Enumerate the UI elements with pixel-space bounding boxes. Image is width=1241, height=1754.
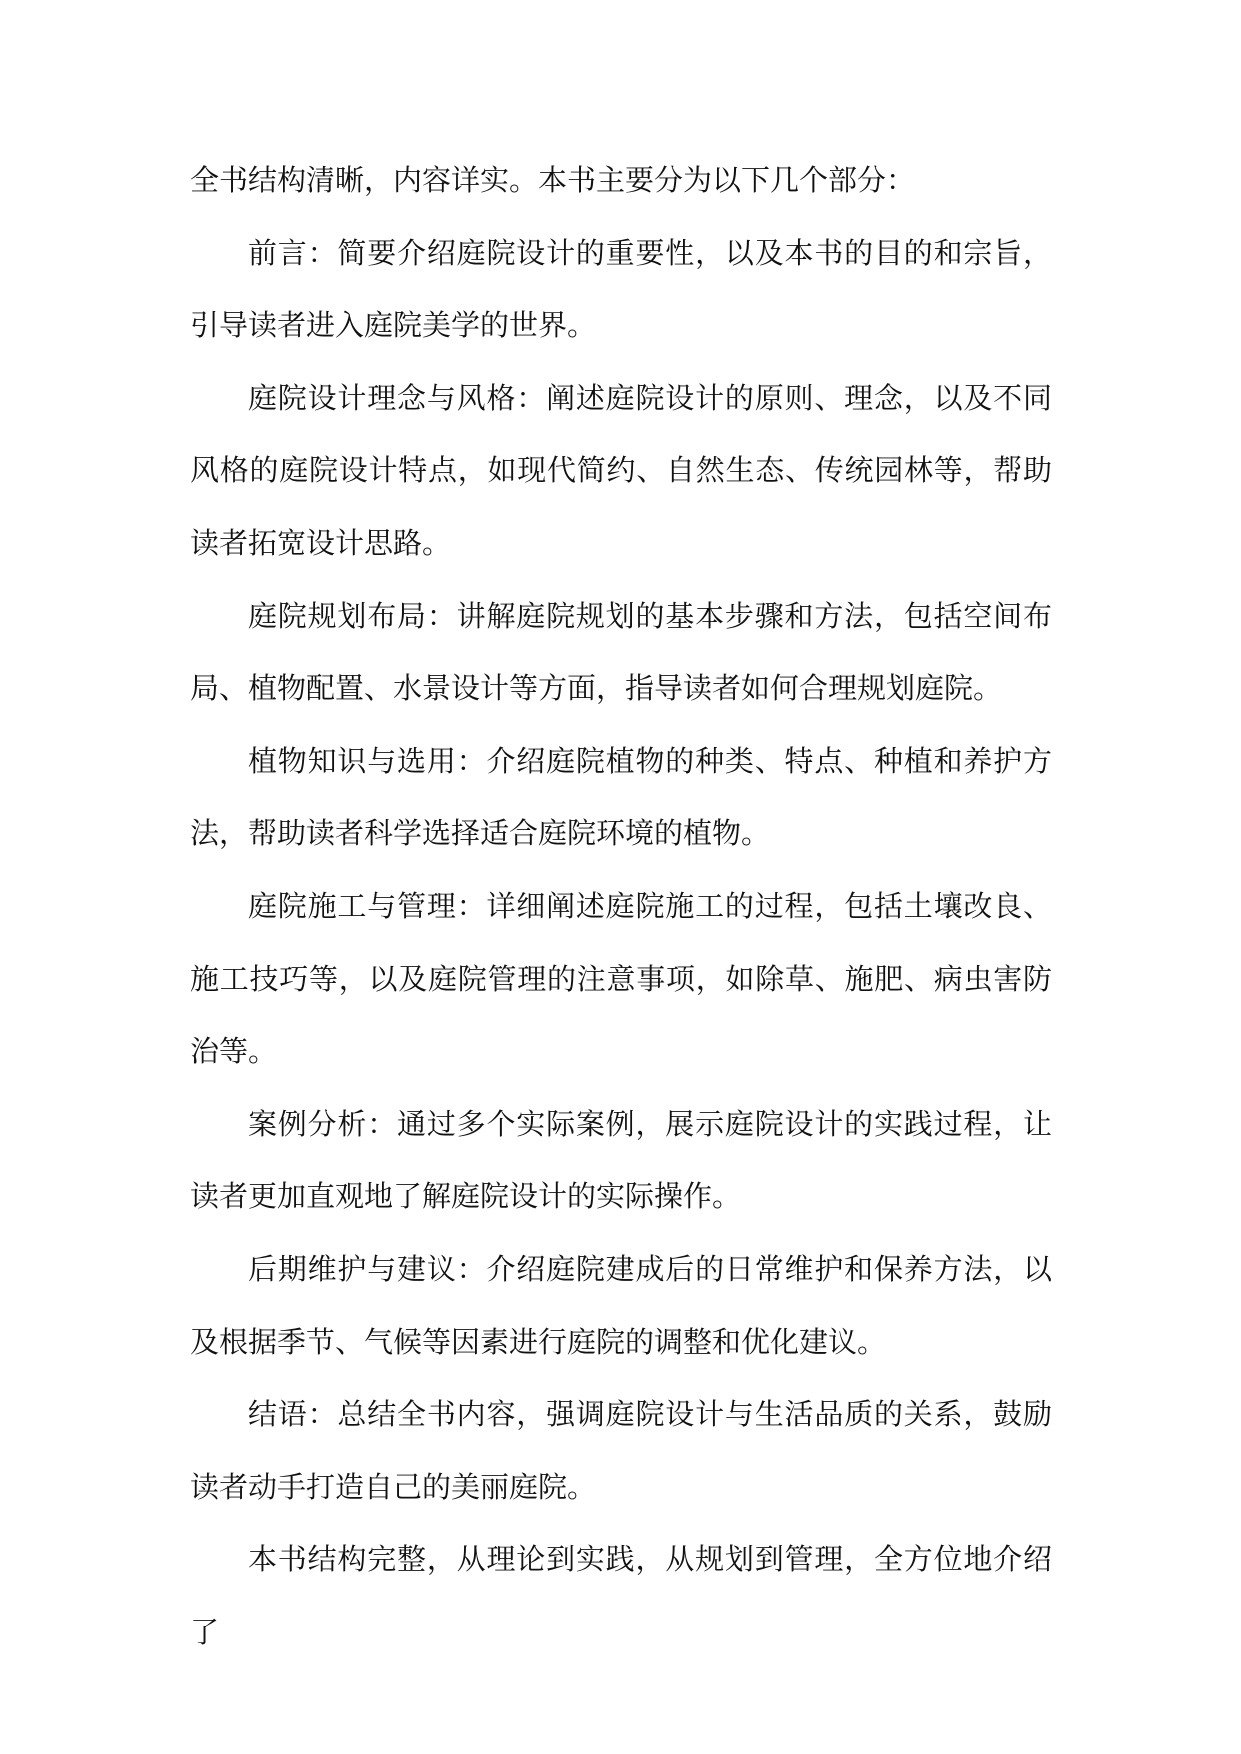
document-body [190, 144, 1052, 1668]
paragraph-design-concepts: 庭院设计理念与风格：阐述庭院设计的原则、理念，以及不同风格的庭院设计特点，如现代简约、自然生态、传统园林等，帮助读者拓宽设计思路。 [190, 380, 1052, 560]
paragraph-intro: 全书结构清晰，内容详实。本书主要分为以下几个部分： [190, 163, 916, 197]
paragraph-plant-knowledge: 植物知识与选用：介绍庭院植物的种类、特点、种植和养护方法，帮助读者科学选择适合庭院环境的植物。 [190, 743, 1052, 851]
paragraph-preface: 前言：简要介绍庭院设计的重要性，以及本书的目的和宗旨，引导读者进入庭院美学的世界。 [190, 235, 1052, 343]
paragraph-summary: 本书结构完整，从理论到实践，从规划到管理，全方位地介绍了 [190, 1542, 1052, 1649]
paragraph-conclusion: 结语：总结全书内容，强调庭院设计与生活品质的关系，鼓励读者动手打造自己的美丽庭院。 [190, 1397, 1052, 1504]
paragraph-construction: 庭院施工与管理：详细阐述庭院施工的过程，包括土壤改良、施工技巧等，以及庭院管理的注意事项，如除草、施肥、病虫害防治等。 [190, 888, 1052, 1069]
paragraph-layout-planning: 庭院规划布局：讲解庭院规划的基本步骤和方法，包括空间布局、植物配置、水景设计等方面，指导读者如何合理规划庭院。 [190, 598, 1052, 706]
paragraph-case-study: 案例分析：通过多个实际案例，展示庭院设计的实践过程，让读者更加直观地了解庭院设计的实际操作。 [190, 1106, 1052, 1214]
paragraph-maintenance: 后期维护与建议：介绍庭院建成后的日常维护和保养方法，以及根据季节、气候等因素进行庭院的调整和优化建议。 [190, 1251, 1052, 1359]
